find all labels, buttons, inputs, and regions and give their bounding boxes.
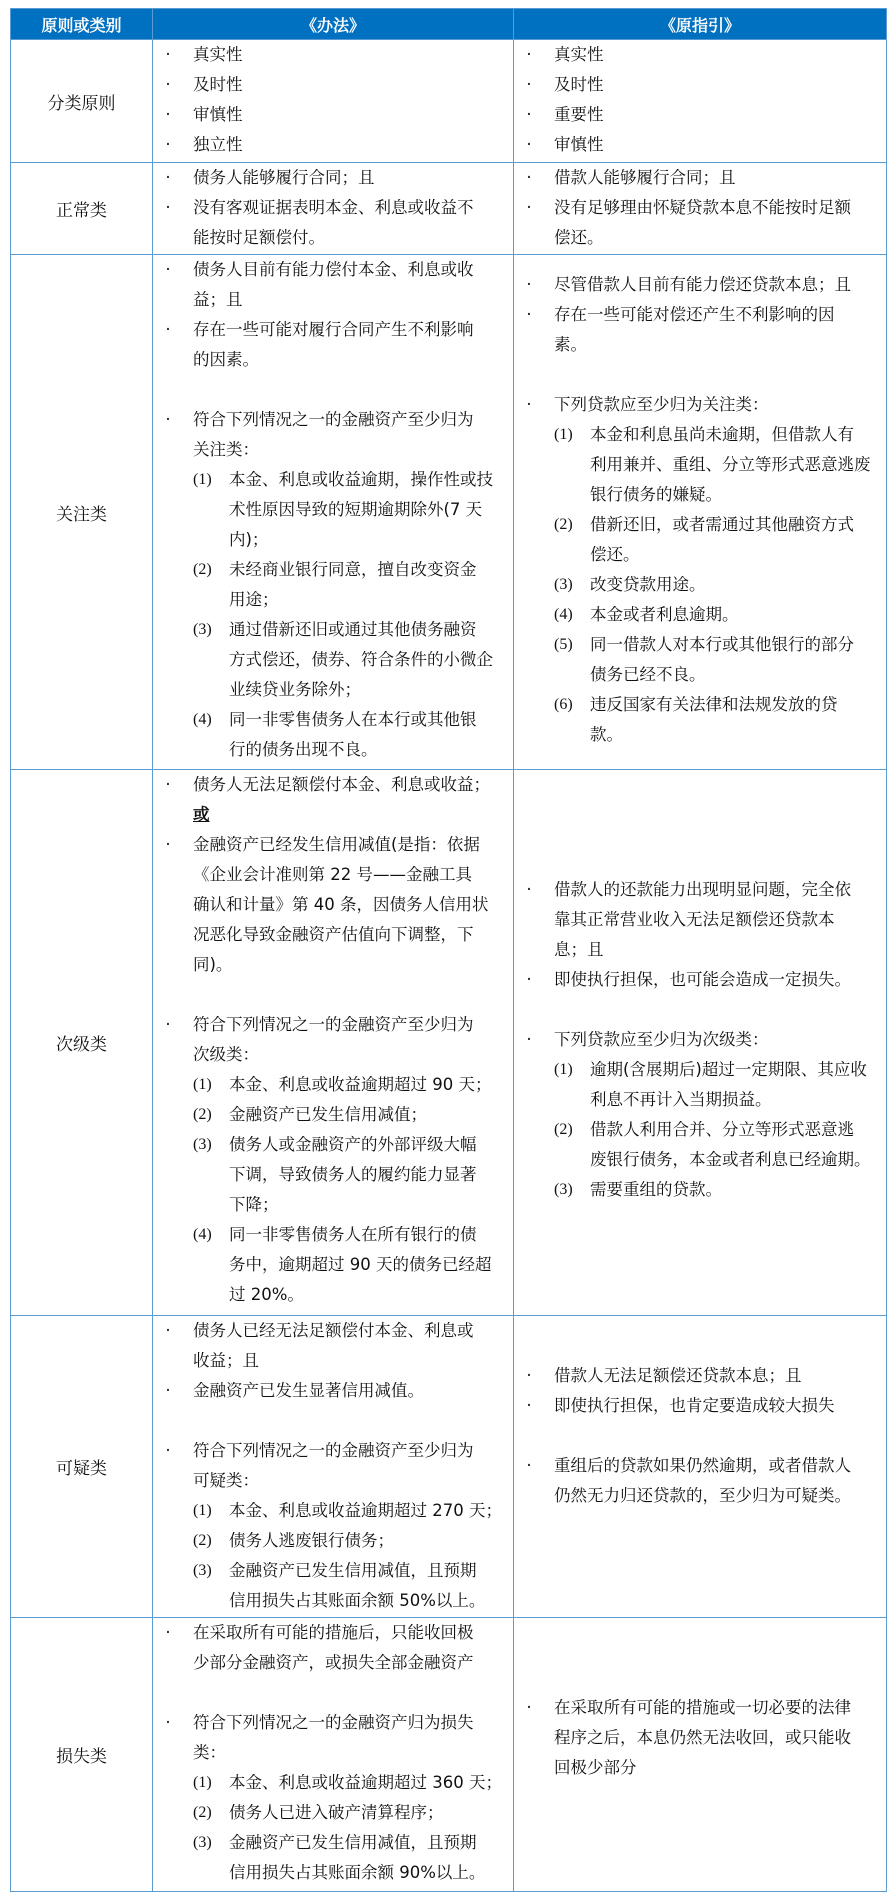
item-text: 及时性 — [554, 75, 604, 94]
bullet-item-line — [153, 1040, 513, 1070]
item-text: 息；且 — [554, 940, 604, 959]
row-substandard — [11, 769, 886, 1315]
bullet-item-line — [153, 1436, 513, 1466]
item-text: 同一非零售债务人在本行或其他银 — [229, 710, 477, 729]
bullet-icon: · — [165, 168, 171, 187]
numbered-item-line — [153, 1798, 513, 1828]
row-normal — [11, 162, 886, 254]
item-text: 债务人目前有能力偿付本金、利息或收 — [193, 260, 474, 279]
row-classification-principles — [11, 39, 886, 162]
bullet-item-line — [514, 100, 886, 130]
spacer — [514, 1678, 886, 1693]
header-category: 原则或类别 — [11, 9, 153, 39]
bullet-item-line — [153, 405, 513, 435]
item-text: 可疑类： — [193, 1471, 259, 1490]
zhiyin-cell — [514, 255, 886, 769]
item-number: (4) — [193, 1226, 212, 1243]
numbered-item-line — [514, 720, 886, 750]
item-text: 借款人利用合并、分立等形式恶意逃 — [590, 1120, 854, 1139]
bullet-item-line — [514, 130, 886, 160]
bullet-item-line — [514, 270, 886, 300]
bullet-item-line — [514, 1693, 886, 1723]
bullet-icon: · — [165, 1623, 171, 1642]
item-number: (2) — [193, 561, 212, 578]
bullet-item-line — [153, 100, 513, 130]
bullet-item-line — [514, 1481, 886, 1511]
item-text: 行的债务出现不良。 — [229, 740, 378, 759]
bullet-item-line — [514, 193, 886, 223]
bullet-icon: · — [526, 135, 532, 154]
numbered-item-line — [153, 585, 513, 615]
item-number: (4) — [554, 606, 573, 623]
item-text: 改变贷款用途。 — [590, 575, 706, 594]
item-text: 重要性 — [554, 105, 604, 124]
numbered-item-line — [153, 1586, 513, 1616]
bullet-item-line — [514, 1025, 886, 1055]
banfa-cell — [153, 255, 514, 769]
numbered-item-line — [514, 690, 886, 720]
item-text: 益；且 — [193, 290, 243, 309]
item-text: 在采取所有可能的措施或一切必要的法律 — [554, 1698, 851, 1717]
item-text: 术性原因导致的短期逾期除外(7 天 — [229, 500, 483, 519]
spacer — [153, 375, 513, 405]
bullet-icon: · — [165, 1381, 171, 1400]
spacer — [153, 1406, 513, 1436]
bullet-icon: · — [526, 1698, 532, 1717]
numbered-item-line — [514, 600, 886, 630]
item-text: 下列贷款应至少归为关注类： — [554, 395, 769, 414]
item-text: 逾期(含展期后)超过一定期限、其应收 — [590, 1060, 867, 1079]
bullet-icon: · — [526, 45, 532, 64]
item-number: (1) — [554, 1061, 573, 1078]
item-text: 存在一些可能对偿还产生不利影响的因 — [554, 305, 835, 324]
item-text: 本金和利息虽尚未逾期，但借款人有 — [590, 425, 854, 444]
bullet-item-line — [153, 315, 513, 345]
banfa-cell — [153, 1618, 514, 1891]
bullet-icon: · — [526, 105, 532, 124]
item-text: 下列贷款应至少归为次级类： — [554, 1030, 769, 1049]
item-text: 偿还。 — [554, 228, 604, 247]
bullet-icon: · — [165, 835, 171, 854]
numbered-item-line — [514, 1085, 886, 1115]
numbered-item-line — [514, 540, 886, 570]
item-text: 次级类： — [193, 1045, 259, 1064]
row-label: 正常类 — [11, 163, 153, 254]
bullet-icon: · — [526, 880, 532, 899]
item-number: (6) — [554, 696, 573, 713]
bullet-icon: · — [165, 320, 171, 339]
numbered-item-line — [153, 1768, 513, 1798]
bullet-icon: · — [526, 1396, 532, 1415]
item-number: (2) — [554, 516, 573, 533]
bullet-item-line — [153, 1010, 513, 1040]
item-text: 尽管借款人目前有能力偿还贷款本息；且 — [554, 275, 851, 294]
item-number: (5) — [554, 636, 573, 653]
item-text: 在采取所有可能的措施后，只能收回极 — [193, 1623, 474, 1642]
item-number: (2) — [193, 1804, 212, 1821]
item-text: 及时性 — [193, 75, 243, 94]
item-text: 金融资产已发生信用减值，且预期 — [229, 1833, 477, 1852]
zhiyin-cell — [514, 1618, 886, 1891]
bullet-item-line — [514, 965, 886, 995]
bullet-icon: · — [165, 1015, 171, 1034]
item-text: 关注类： — [193, 440, 259, 459]
item-text: 况恶化导致金融资产估值向下调整，下 — [193, 925, 474, 944]
numbered-item-line — [153, 675, 513, 705]
item-text: 符合下列情况之一的金融资产归为损失 — [193, 1713, 474, 1732]
spacer — [514, 1346, 886, 1361]
bullet-item-line — [153, 1376, 513, 1406]
bullet-item-line — [153, 1708, 513, 1738]
item-text: 务中，逾期超过 90 天的债务已经超 — [229, 1255, 492, 1274]
item-number: (1) — [193, 1076, 212, 1093]
spacer — [514, 1618, 886, 1648]
bullet-icon: · — [526, 1456, 532, 1475]
row-doubtful — [11, 1315, 886, 1617]
spacer — [514, 800, 886, 830]
numbered-item-line — [514, 630, 886, 660]
numbered-item-line — [153, 1220, 513, 1250]
item-text: 债务人已经无法足额偿付本金、利息或 — [193, 1321, 474, 1340]
bullet-item-line — [153, 285, 513, 315]
bullet-item-line — [153, 770, 513, 800]
item-text: 未经商业银行同意，擅自改变资金 — [229, 560, 477, 579]
numbered-item-line — [153, 1828, 513, 1858]
numbered-item-line — [153, 1496, 513, 1526]
numbered-item-line — [153, 1160, 513, 1190]
item-text: 本金、利息或收益逾期超过 360 天； — [229, 1773, 502, 1792]
bullet-item-line — [153, 1316, 513, 1346]
bullet-item-line — [153, 1466, 513, 1496]
bullet-item-line — [153, 830, 513, 860]
bullet-item-line — [514, 1723, 886, 1753]
banfa-cell — [153, 770, 514, 1315]
item-text: 信用损失占其账面余额 50%以上。 — [229, 1591, 486, 1610]
bullet-item-line — [153, 345, 513, 375]
item-number: (3) — [193, 1136, 212, 1153]
numbered-item-line — [153, 555, 513, 585]
bullet-item-line — [514, 330, 886, 360]
item-text: 本金或者利息逾期。 — [590, 605, 739, 624]
item-text: 即使执行担保，也肯定要造成较大损失 — [554, 1396, 835, 1415]
bullet-item-line — [153, 890, 513, 920]
item-text: 类： — [193, 1743, 226, 1762]
bullet-icon: · — [165, 1441, 171, 1460]
bullet-icon: · — [165, 135, 171, 154]
spacer — [514, 1648, 886, 1678]
bullet-item-line — [153, 1738, 513, 1768]
bullet-icon: · — [526, 305, 532, 324]
banfa-cell — [153, 40, 514, 162]
bullet-icon: · — [165, 75, 171, 94]
bullet-item-line — [514, 1753, 886, 1783]
spacer — [514, 1316, 886, 1346]
bullet-item-line — [514, 875, 886, 905]
zhiyin-cell — [514, 40, 886, 162]
bullet-icon: · — [165, 1321, 171, 1340]
item-text: 少部分金融资产，或损失全部金融资产 — [193, 1653, 474, 1672]
spacer — [514, 255, 886, 270]
item-text: 真实性 — [554, 45, 604, 64]
bullet-item-line — [153, 950, 513, 980]
banfa-cell — [153, 163, 514, 254]
bullet-icon: · — [165, 1713, 171, 1732]
item-text: 同一非零售债务人在所有银行的债 — [229, 1225, 477, 1244]
item-text: 金融资产已发生信用减值； — [229, 1105, 427, 1124]
bullet-item-line — [153, 1618, 513, 1648]
numbered-item-line — [514, 1145, 886, 1175]
classification-comparison-table — [10, 8, 887, 1892]
numbered-item-line — [514, 1175, 886, 1205]
bullet-item-line — [153, 860, 513, 890]
row-label: 关注类 — [11, 255, 153, 769]
item-text: 偿还。 — [590, 545, 640, 564]
zhiyin-cell — [514, 163, 886, 254]
spacer — [514, 860, 886, 875]
bullet-icon: · — [526, 198, 532, 217]
item-text: 债务已经不良。 — [590, 665, 706, 684]
bullet-item-line — [514, 1451, 886, 1481]
item-number: (2) — [554, 1121, 573, 1138]
bullet-item-line — [153, 1346, 513, 1376]
bullet-item-line — [153, 223, 513, 253]
item-text: 金融资产已发生显著信用减值。 — [193, 1381, 424, 1400]
numbered-item-line — [153, 1280, 513, 1310]
conjunction-or: 或 — [193, 805, 210, 824]
item-text: 重组后的贷款如果仍然逾期，或者借款人 — [554, 1456, 851, 1475]
numbered-item-line — [514, 510, 886, 540]
bullet-item-line — [153, 435, 513, 465]
item-number: (2) — [193, 1532, 212, 1549]
item-number: (3) — [554, 1181, 573, 1198]
item-number: (3) — [193, 621, 212, 638]
row-label: 可疑类 — [11, 1316, 153, 1617]
header-zhiyin: 《原指引》 — [514, 9, 886, 39]
item-text: 利息不再计入当期损益。 — [590, 1090, 772, 1109]
row-label: 分类原则 — [11, 40, 153, 162]
bullet-item-line — [514, 40, 886, 70]
item-text: 《企业会计准则第 22 号——金融工具 — [193, 865, 472, 884]
item-number: (3) — [193, 1562, 212, 1579]
item-number: (4) — [193, 711, 212, 728]
spacer — [514, 995, 886, 1025]
item-text: 利用兼并、重组、分立等形式恶意逃废 — [590, 455, 871, 474]
bullet-icon: · — [526, 970, 532, 989]
numbered-item-line — [514, 660, 886, 690]
bullet-icon: · — [165, 260, 171, 279]
bullet-item-line — [514, 223, 886, 253]
item-text: 没有客观证据表明本金、利息或收益不 — [193, 198, 474, 217]
numbered-item-line — [153, 1100, 513, 1130]
numbered-item-line — [153, 1556, 513, 1586]
bullet-icon: · — [526, 395, 532, 414]
item-text: 金融资产已经发生信用减值(是指：依据 — [193, 835, 480, 854]
item-text: 本金、利息或收益逾期，操作性或技 — [229, 470, 493, 489]
numbered-item-line — [514, 1055, 886, 1085]
zhiyin-cell — [514, 770, 886, 1315]
numbered-item-line — [153, 705, 513, 735]
bullet-item-line — [153, 163, 513, 193]
spacer — [153, 1678, 513, 1708]
item-text: 素。 — [554, 335, 587, 354]
item-text: 借款人的还款能力出现明显问题，完全依 — [554, 880, 851, 899]
item-text: 业续贷业务除外； — [229, 680, 361, 699]
item-text: 独立性 — [193, 135, 243, 154]
numbered-item-line — [514, 480, 886, 510]
item-text: 本金、利息或收益逾期超过 270 天； — [229, 1501, 502, 1520]
header-banfa: 《办法》 — [153, 9, 514, 39]
bullet-icon: · — [526, 168, 532, 187]
item-text: 银行债务的嫌疑。 — [590, 485, 722, 504]
item-text: 通过借新还旧或通过其他债务融资 — [229, 620, 477, 639]
row-label: 损失类 — [11, 1618, 153, 1891]
item-text: 符合下列情况之一的金融资产至少归为 — [193, 1015, 474, 1034]
item-text: 审慎性 — [554, 135, 604, 154]
item-text: 能按时足额偿付。 — [193, 228, 325, 247]
numbered-item-line — [153, 525, 513, 555]
item-text: 存在一些可能对履行合同产生不利影响 — [193, 320, 474, 339]
bullet-item-line — [514, 70, 886, 100]
numbered-item-line — [153, 465, 513, 495]
bullet-item-line — [514, 1361, 886, 1391]
bullet-item-line — [153, 130, 513, 160]
item-text: 符合下列情况之一的金融资产至少归为 — [193, 410, 474, 429]
item-text: 下调，导致债务人的履约能力显著 — [229, 1165, 477, 1184]
item-text: 方式偿还，债券、符合条件的小微企 — [229, 650, 493, 669]
row-loss — [11, 1617, 886, 1891]
row-special-mention — [11, 254, 886, 769]
bullet-icon: · — [165, 410, 171, 429]
numbered-item-line — [153, 1858, 513, 1888]
item-text: 债务人或金融资产的外部评级大幅 — [229, 1135, 477, 1154]
item-text: 收益；且 — [193, 1351, 259, 1370]
row-label: 次级类 — [11, 770, 153, 1315]
item-number: (3) — [554, 576, 573, 593]
bullet-item-line — [153, 40, 513, 70]
zhiyin-cell — [514, 1316, 886, 1617]
bullet-icon: · — [165, 198, 171, 217]
item-text: 债务人能够履行合同；且 — [193, 168, 375, 187]
bullet-item-line — [153, 800, 513, 830]
numbered-item-line — [153, 495, 513, 525]
numbered-item-line — [153, 1070, 513, 1100]
bullet-icon: · — [165, 105, 171, 124]
item-number: (1) — [554, 426, 573, 443]
item-text: 废银行债务，本金或者利息已经逾期。 — [590, 1150, 871, 1169]
item-text: 款。 — [590, 725, 623, 744]
spacer — [153, 980, 513, 1010]
item-text: 回极少部分 — [554, 1758, 637, 1777]
bullet-item-line — [514, 935, 886, 965]
item-text: 用途； — [229, 590, 279, 609]
item-text: 金融资产已发生信用减值，且预期 — [229, 1561, 477, 1580]
bullet-item-line — [514, 1391, 886, 1421]
item-text: 债务人无法足额偿付本金、利息或收益； — [193, 775, 490, 794]
banfa-cell — [153, 1316, 514, 1617]
item-text: 借新还旧，或者需通过其他融资方式 — [590, 515, 854, 534]
bullet-icon: · — [526, 1030, 532, 1049]
bullet-item-line — [514, 390, 886, 420]
bullet-item-line — [153, 1648, 513, 1678]
item-text: 同)。 — [193, 955, 233, 974]
numbered-item-line — [153, 615, 513, 645]
numbered-item-line — [514, 450, 886, 480]
item-text: 借款人无法足额偿还贷款本息；且 — [554, 1366, 802, 1385]
item-text: 符合下列情况之一的金融资产至少归为 — [193, 1441, 474, 1460]
bullet-item-line — [514, 905, 886, 935]
numbered-item-line — [514, 570, 886, 600]
bullet-icon: · — [526, 75, 532, 94]
spacer — [514, 1421, 886, 1451]
item-text: 靠其正常营业收入无法足额偿还贷款本 — [554, 910, 835, 929]
item-number: (3) — [193, 1834, 212, 1851]
numbered-item-line — [153, 1190, 513, 1220]
item-text: 同一借款人对本行或其他银行的部分 — [590, 635, 854, 654]
item-text: 审慎性 — [193, 105, 243, 124]
item-text: 需要重组的贷款。 — [590, 1180, 722, 1199]
bullet-icon: · — [165, 775, 171, 794]
spacer — [514, 360, 886, 390]
numbered-item-line — [153, 1250, 513, 1280]
item-text: 下降； — [229, 1195, 279, 1214]
item-text: 过 20%。 — [229, 1285, 304, 1304]
bullet-item-line — [514, 300, 886, 330]
bullet-item-line — [153, 70, 513, 100]
item-text: 确认和计量》第 40 条，因债务人信用状 — [193, 895, 489, 914]
spacer — [514, 830, 886, 860]
item-text: 即使执行担保，也可能会造成一定损失。 — [554, 970, 851, 989]
item-text: 仍然无力归还贷款的，至少归为可疑类。 — [554, 1486, 851, 1505]
item-text: 债务人已进入破产清算程序； — [229, 1803, 444, 1822]
item-text: 没有足够理由怀疑贷款本息不能按时足额 — [554, 198, 851, 217]
bullet-icon: · — [526, 275, 532, 294]
numbered-item-line — [153, 735, 513, 765]
bullet-icon: · — [165, 45, 171, 64]
numbered-item-line — [514, 1115, 886, 1145]
item-text: 违反国家有关法律和法规发放的贷 — [590, 695, 838, 714]
item-text: 真实性 — [193, 45, 243, 64]
item-text: 内)； — [229, 530, 269, 549]
bullet-item-line — [153, 255, 513, 285]
item-text: 的因素。 — [193, 350, 259, 369]
item-number: (1) — [193, 471, 212, 488]
item-number: (1) — [193, 1502, 212, 1519]
bullet-icon: · — [526, 1366, 532, 1385]
numbered-item-line — [153, 645, 513, 675]
item-number: (2) — [193, 1106, 212, 1123]
item-text: 借款人能够履行合同；且 — [554, 168, 736, 187]
numbered-item-line — [153, 1130, 513, 1160]
item-number: (1) — [193, 1774, 212, 1791]
bullet-item-line — [153, 920, 513, 950]
bullet-item-line — [514, 163, 886, 193]
item-text: 信用损失占其账面余额 90%以上。 — [229, 1863, 486, 1882]
item-text: 本金、利息或收益逾期超过 90 天； — [229, 1075, 492, 1094]
numbered-item-line — [153, 1526, 513, 1556]
numbered-item-line — [514, 420, 886, 450]
bullet-item-line — [153, 193, 513, 223]
item-text: 债务人逃废银行债务； — [229, 1531, 394, 1550]
item-text: 程序之后，本息仍然无法收回，或只能收 — [554, 1728, 851, 1747]
spacer — [514, 770, 886, 800]
